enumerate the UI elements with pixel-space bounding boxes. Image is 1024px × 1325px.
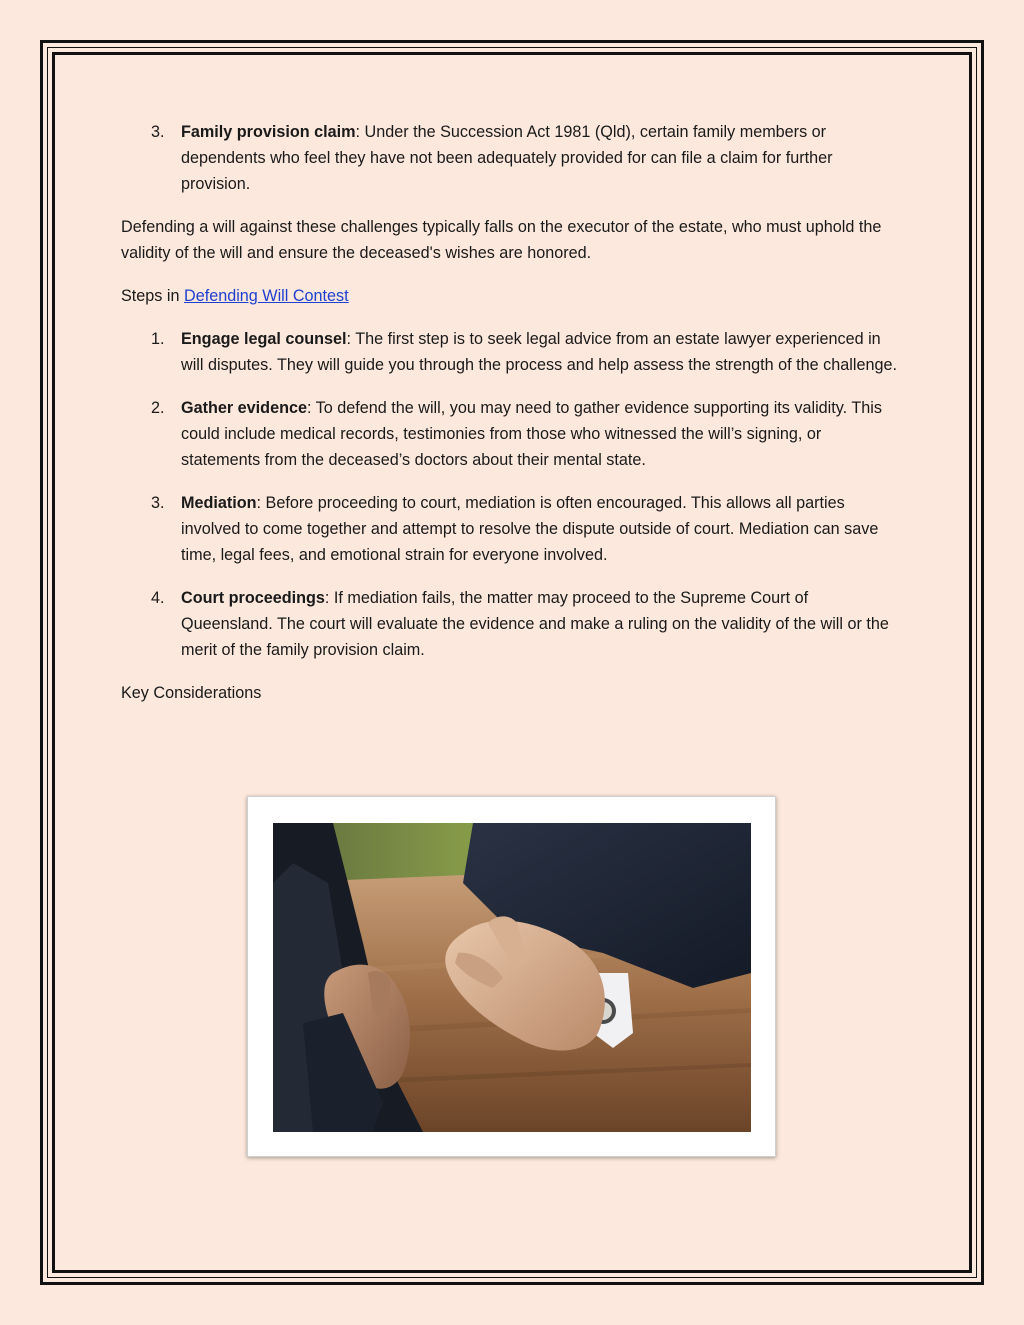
list-item-step-1 [121,326,901,378]
list-term: Family provision claim [181,123,356,141]
meeting-hands-photo [273,823,751,1132]
list-term: Mediation [181,494,257,512]
photo-frame [247,796,776,1157]
list-term: Court proceedings [181,589,325,607]
list-text: : Before proceeding to court, mediation is often encouraged. This allows all parties involved to come together and attempt to resolve the dispute outside of court. Mediation can save time, legal fees, and emotional strain for everyone involved. [181,494,879,564]
list-item-step-2 [121,395,901,473]
list-number: 3. [151,123,165,141]
list-term: Engage legal counsel [181,330,347,348]
list-number: 4. [151,589,165,607]
list-text: : Under the Succession Act 1981 (Qld), certain family members or dependents who feel they have not been adequately provided for can file a claim for further provision. [181,123,833,193]
defending-will-contest-link[interactable]: Defending Will Contest [184,287,349,305]
list-text: : The first step is to seek legal advice from an estate lawyer experienced in will disputes. They will guide you through the process and help assess the strength of the challenge. [181,330,897,374]
list-number: 1. [151,330,165,348]
list-item-family-provision [121,119,901,197]
list-item-step-4 [121,585,901,663]
list-term: Gather evidence [181,399,307,417]
paragraph-defending: Defending a will against these challenges typically falls on the executor of the estate, who must uphold the validity of the will and ensure the deceased's wishes are honored. [121,218,882,262]
photo-illustration [273,823,751,1132]
list-number: 2. [151,399,165,417]
list-number: 3. [151,494,165,512]
list-item-step-3 [121,490,901,568]
steps-heading-prefix: Steps in [121,287,184,305]
document-body [121,119,901,723]
list-text: : To defend the will, you may need to gather evidence supporting its validity. This could include medical records, testimonies from those who witnessed the will’s signing, or statements from the deceased’s doctors about their mental state. [181,399,882,469]
steps-heading [121,283,901,309]
key-considerations-heading: Key Considerations [121,684,262,702]
list-text: : If mediation fails, the matter may proceed to the Supreme Court of Queensland. The court will evaluate the evidence and make a ruling on the validity of the will or the merit of the family provision claim. [181,589,889,659]
